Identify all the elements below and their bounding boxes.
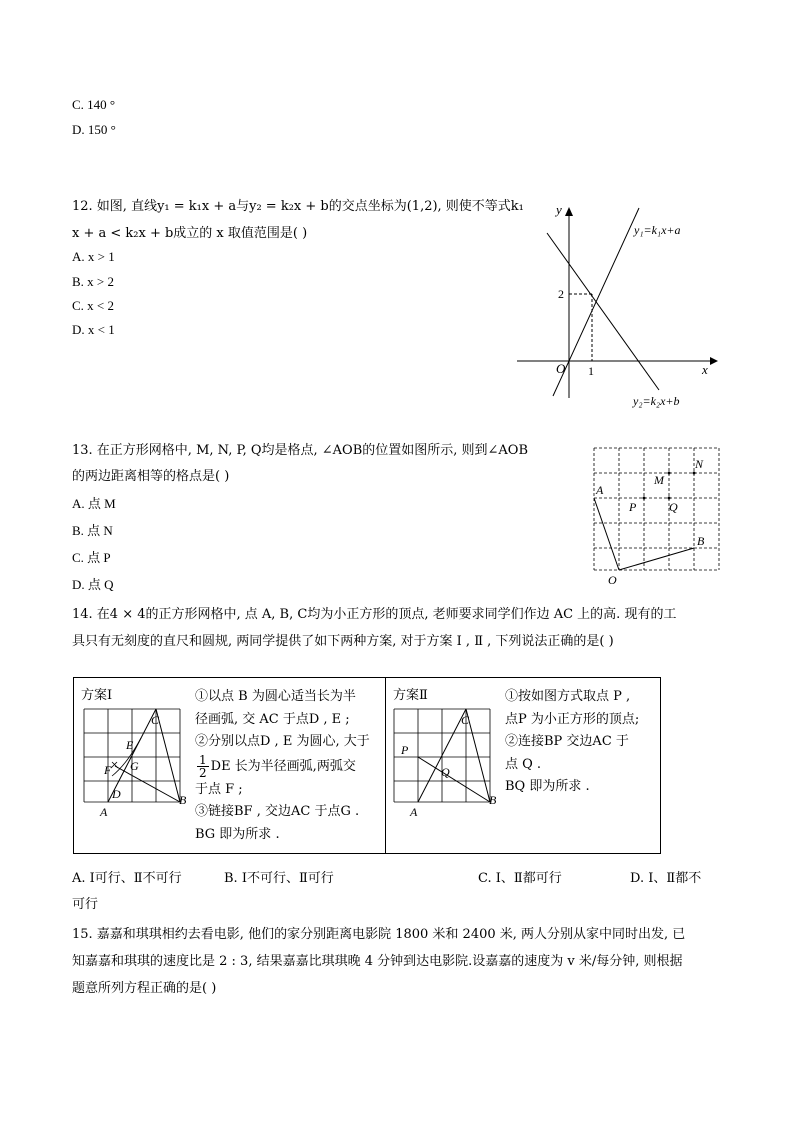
plans-divider	[385, 678, 386, 853]
y-axis-arrow-icon	[565, 207, 573, 216]
plan1-label-F: F	[104, 763, 112, 777]
plan2-step1b: 点P 为小正方形的顶点;	[505, 711, 640, 727]
label-N: N	[695, 457, 704, 471]
q11-option-c: C. 140 °	[72, 97, 116, 112]
ray-OB	[619, 548, 694, 570]
q13-stem-line1: 13. 在正方形网格中, M, N, P, Q均是格点, ∠AOB的位置如图所示, 则到∠AOB	[72, 443, 529, 458]
q15-stem-line1: 15. 嘉嘉和琪琪相约去看电影, 他们的家分别距离电影院 1800 米和 2400 米, 两人分别从家中同时出发, 已	[72, 927, 686, 942]
q12-option-b: B. x > 2	[72, 274, 115, 289]
q14-option-a: A. Ⅰ可行、Ⅱ不可行	[72, 871, 182, 886]
q12-stem-line1: 12. 如图, 直线y₁ = k₁x + a与y₂ = k₂x + b的交点坐标为(1,2), 则使不等式k₁	[72, 199, 524, 214]
plan1-title: 方案Ⅰ	[81, 688, 113, 703]
q15-stem-line2: 知嘉嘉和琪琪的速度比是 2 : 3, 结果嘉嘉比琪琪晚 4 分钟到达电影院.设嘉嘉的速度为 v 米/每分钟, 则根据	[72, 954, 683, 969]
plan2-label-C: C	[461, 713, 470, 727]
q14-option-b: B. Ⅰ不可行、Ⅱ可行	[224, 871, 334, 886]
plan1-step3a: ③链接BF , 交边AC 于点G .	[195, 804, 360, 819]
point-M	[668, 472, 671, 475]
plan1-step1a: ①以点 B 为圆心适当长为半	[195, 689, 356, 704]
line-y2-label: y₂=k₂x+b	[633, 394, 680, 408]
plan1-line-BF	[115, 766, 180, 802]
plan1-arc-cross	[111, 762, 118, 768]
q14-plans-table	[73, 677, 661, 854]
frac-numerator: 1	[199, 752, 207, 767]
plan2-label-A: A	[410, 805, 418, 819]
plan2-step2a: ②连接BP 交边AC 于	[505, 734, 629, 749]
ray-OA	[594, 498, 619, 570]
x-axis-label: x	[702, 362, 708, 377]
plan1-step3b: BG 即为所求 .	[195, 826, 280, 842]
q13-option-d: D. 点 Q	[72, 577, 114, 592]
q13-option-a: A. 点 M	[72, 496, 116, 511]
q12-option-c: C. x < 2	[72, 298, 115, 313]
plan1-step2b: DE 长为半径画弧,两弧交	[210, 758, 356, 774]
plan1-step2a: ②分别以点D , E 为圆心, 大于	[195, 734, 370, 749]
plan1-label-E: E	[126, 738, 134, 752]
plan2-side-CB	[466, 709, 490, 802]
label-O: O	[608, 573, 617, 587]
plan2-title: 方案Ⅱ	[393, 688, 428, 703]
tick-x-1: 1	[588, 364, 594, 378]
plan1-label-A: A	[100, 805, 108, 819]
plan1-label-B: B	[179, 793, 187, 807]
tick-y-2: 2	[558, 287, 564, 301]
label-A: A	[596, 483, 604, 497]
plan2-steps	[505, 686, 639, 799]
label-B: B	[697, 534, 705, 548]
q13-stem-line2: 的两边距离相等的格点是( )	[72, 469, 230, 484]
plan1-fraction	[197, 754, 209, 779]
origin-label: O	[556, 361, 566, 376]
plan1-figure	[79, 704, 194, 822]
q14-stem-line2: 具只有无刻度的直尺和圆规, 两同学提供了如下两种方案, 对于方案 Ⅰ , Ⅱ , 下列说法正确的是( )	[72, 634, 614, 649]
q14-option-d-cont: 可行	[72, 897, 99, 912]
plan1-step2c: 于点 F ;	[195, 781, 243, 797]
plan2-label-Q: Q	[441, 765, 450, 779]
q12-option-a: A. x > 1	[72, 249, 115, 264]
plan1-label-D: D	[112, 787, 121, 801]
point-N	[693, 472, 696, 475]
plan2-label-B: B	[489, 793, 497, 807]
q13-option-b: B. 点 N	[72, 523, 113, 538]
plan2-step3: BQ 即为所求 .	[505, 779, 590, 794]
q12-stem-line2: x + a < k₂x + b成立的 x 取值范围是( )	[72, 226, 308, 241]
label-P: P	[629, 500, 637, 514]
plan2-label-P: P	[401, 743, 409, 757]
label-Q: Q	[669, 500, 678, 514]
plan1-step1b: 径画弧, 交 AC 于点D , E ;	[195, 711, 350, 727]
q13-grid-figure	[588, 442, 728, 590]
plan1-label-G: G	[130, 759, 139, 773]
plan2-step2b: 点 Q .	[505, 756, 542, 772]
x-axis-arrow-icon	[710, 357, 718, 365]
q14-stem-line1: 14. 在4 × 4的正方形网格中, 点 A, B, C均为小正方形的顶点, 老师要求同学们作边 AC 上的高. 现有的工	[72, 607, 677, 622]
q12-option-d: D. x < 1	[72, 322, 115, 337]
q11-option-d: D. 150 °	[72, 122, 116, 137]
line-y1-label: y₁=k₁x+a	[634, 223, 681, 237]
q13-option-c: C. 点 P	[72, 550, 111, 565]
plan1-steps	[195, 686, 370, 846]
plan2-figure	[389, 704, 504, 822]
frac-denominator: 2	[199, 765, 207, 780]
plan2-line-BP	[418, 757, 490, 802]
q14-option-d: D. Ⅰ、Ⅱ都不	[630, 871, 702, 886]
q12-coordinate-graph	[512, 198, 742, 413]
q15-stem-line3: 题意所列方程正确的是( )	[72, 981, 217, 996]
plan1-label-C: C	[151, 713, 160, 727]
plan2-step1a: ①按如图方式取点 P ,	[505, 689, 631, 704]
q14-option-c: C. Ⅰ、Ⅱ都可行	[478, 871, 562, 886]
point-P	[643, 497, 646, 500]
label-M: M	[654, 473, 664, 487]
plan1-side-CB	[156, 709, 180, 802]
plan1-step2b-row	[195, 754, 370, 779]
y-axis-label: y	[556, 202, 562, 217]
